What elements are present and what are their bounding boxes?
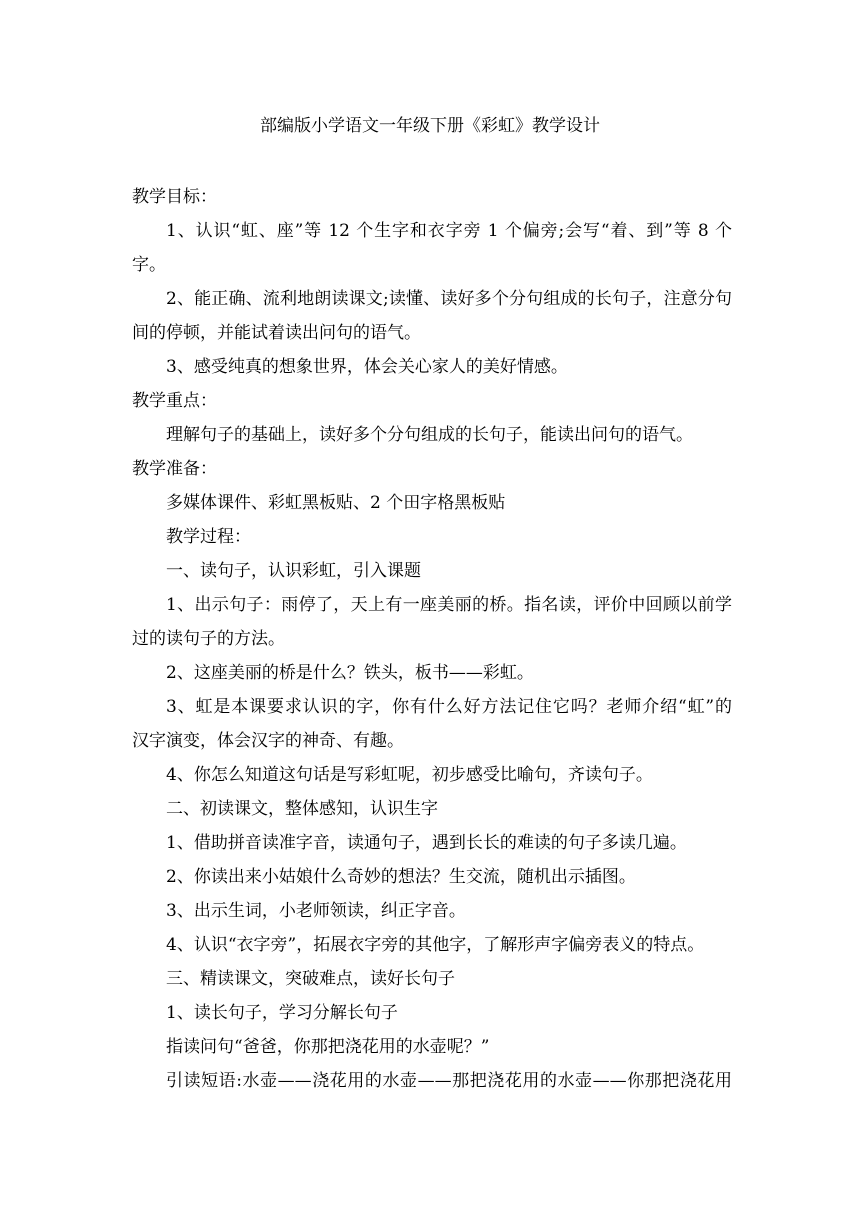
text-line (132, 554, 732, 588)
text-line-content: 2、你读出来小姑娘什么奇妙的想法？生交流，随机出示插图。 (166, 867, 636, 887)
document-title: 部编版小学语文一年级下册《彩虹》教学设计 (260, 116, 600, 136)
text-line-content: 二、初读课文，整体感知，认识生字 (166, 799, 438, 819)
text-line-content: 3、感受纯真的想象世界，体会关心家人的美好情感。 (166, 357, 568, 377)
text-line (132, 520, 732, 554)
text-line (132, 690, 732, 724)
text-line-content: 引读短语:水壶——浇花用的水壶——那把浇花用的水壶——你那把浇花用 (166, 1071, 732, 1091)
text-line-content: 1、借助拼音读准字音，读通句子，遇到长长的难读的句子多读几遍。 (166, 833, 687, 853)
text-line (132, 486, 732, 520)
text-line-content: 字。 (132, 255, 166, 275)
text-line-content: 1、出示句子：雨停了，天上有一座美丽的桥。指名读，评价中回顾以前学 (166, 595, 732, 615)
text-line (132, 384, 732, 418)
text-line (132, 792, 732, 826)
text-line-content: 3、出示生词，小老师领读，纠正字音。 (166, 901, 466, 921)
text-line-content: 多媒体课件、彩虹黑板贴、2 个田字格黑板贴 (166, 493, 506, 513)
text-line (132, 282, 732, 316)
text-line-content: 三、精读课文，突破难点，读好长句子 (166, 969, 455, 989)
text-line (132, 894, 732, 928)
text-line-content: 4、你怎么知道这句话是写彩虹呢，初步感受比喻句，齐读句子。 (166, 765, 653, 785)
text-line-content: 2、这座美丽的桥是什么？铁头，板书——彩虹。 (166, 663, 534, 683)
text-line-content: 1、读长句子，学习分解长句子 (166, 1003, 398, 1023)
text-line (132, 452, 732, 486)
text-line (132, 316, 732, 350)
text-line (132, 180, 732, 214)
text-line-content: 2、能正确、流利地朗读课文;读懂、读好多个分句组成的长句子，注意分句 (166, 289, 732, 309)
text-line-content: 教学重点： (132, 391, 217, 411)
text-line (132, 350, 732, 384)
text-line-content: 教学准备： (132, 459, 217, 479)
document-body (132, 180, 732, 1098)
text-line-content: 理解句子的基础上，读好多个分句组成的长句子，能读出问句的语气。 (166, 425, 693, 445)
text-line (132, 860, 732, 894)
text-line (132, 758, 732, 792)
text-line (132, 724, 732, 758)
text-line-content: 教学目标： (132, 187, 217, 207)
text-line-content: 过的读句子的方法。 (132, 629, 285, 649)
text-line-content: 1、认识“虹、座”等 12 个生字和衣字旁 1 个偏旁;会写“着、到”等 8 个 (166, 221, 732, 241)
text-line-content: 一、读句子，认识彩虹，引入课题 (166, 561, 421, 581)
text-line (132, 826, 732, 860)
text-line (132, 1030, 732, 1064)
text-line-content: 教学过程： (166, 527, 251, 547)
text-line (132, 962, 732, 996)
text-line (132, 928, 732, 962)
text-line (132, 622, 732, 656)
text-line-content: 指读问句“爸爸，你那把浇花用的水壶呢？” (166, 1037, 490, 1057)
text-line-content: 3、虹是本课要求认识的字，你有什么好方法记住它吗？老师介绍“虹”的 (166, 697, 732, 717)
text-line (132, 1064, 732, 1098)
text-line (132, 996, 732, 1030)
text-line-content: 汉字演变，体会汉字的神奇、有趣。 (132, 731, 404, 751)
text-line-content: 4、认识“衣字旁”，拓展衣字旁的其他字，了解形声字偏旁表义的特点。 (166, 935, 705, 955)
text-line-content: 间的停顿，并能试着读出问句的语气。 (132, 323, 421, 343)
text-line (132, 418, 732, 452)
text-line (132, 214, 732, 248)
text-line (132, 588, 732, 622)
text-line (132, 248, 732, 282)
text-line (132, 656, 732, 690)
